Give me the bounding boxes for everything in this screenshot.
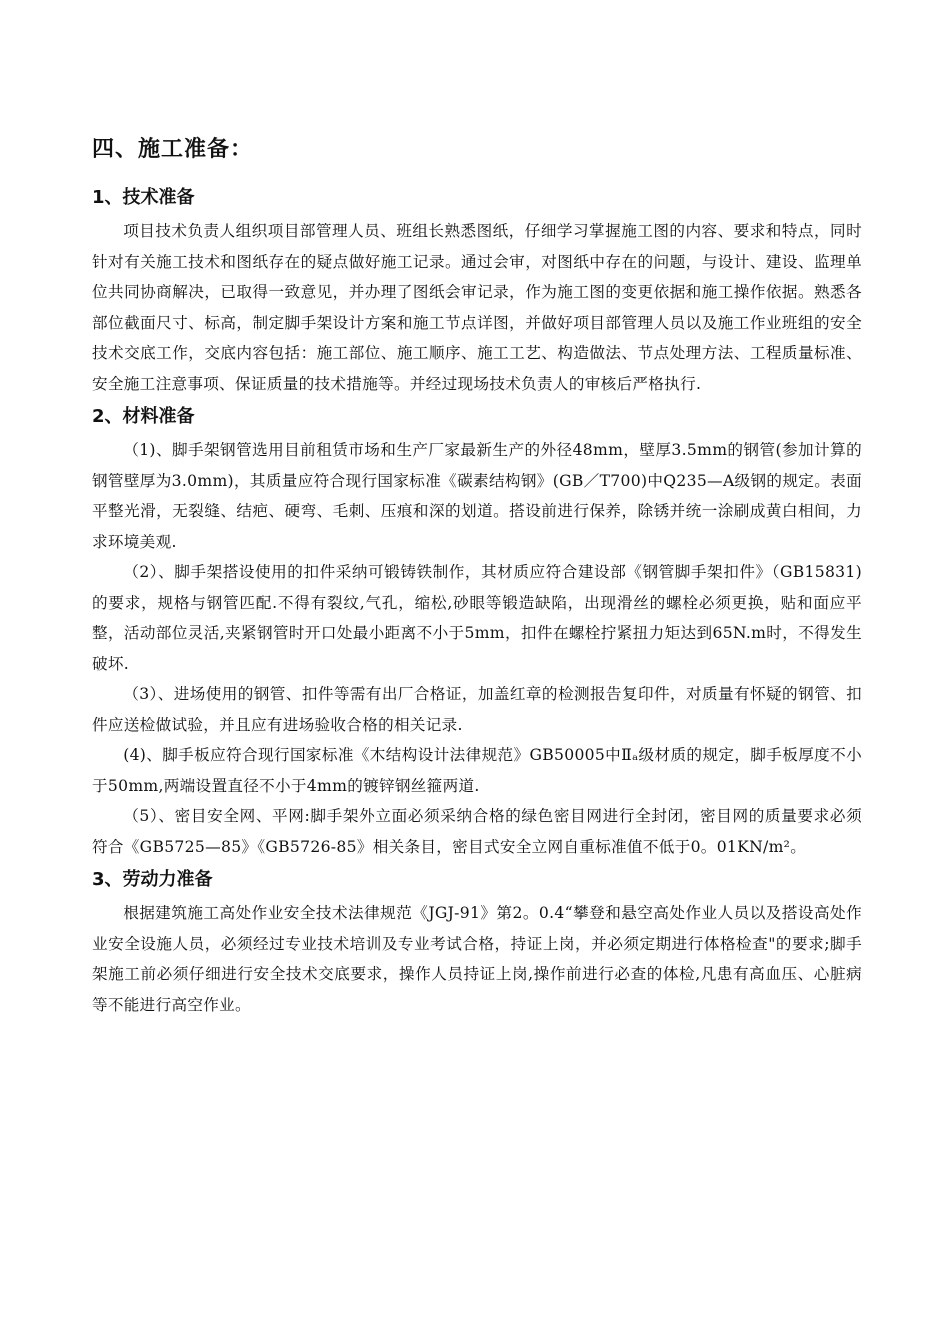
- material-item-5: （5）、密目安全网、平网:脚手架外立面必须采纳合格的绿色密目网进行全封闭，密目网的质量要求必须符合《GB5725—85》《GB5726-85》相关条目，密目式安全立网自重标准值不低于0。01KN/m²。: [92, 807, 862, 856]
- material-item-4: (4)、脚手板应符合现行国家标准《木结构设计法律规范》GB50005中Ⅱₐ级材质的规定，脚手板厚度不小于50mm,两端设置直径不小于4mm的镀锌钢丝箍两道.: [92, 746, 862, 795]
- labor-prep-paragraph: 根据建筑施工高处作业安全技术法律规范《JGJ-91》第2。0.4“攀登和悬空高处作业人员以及搭设高处作业安全设施人员，必须经过专业技术培训及专业考试合格，持证上岗，并必须定期进行体格检查"的要求;脚手架施工前必须仔细进行安全技术交底要求，操作人员持证上岗,操作前进行必查的体检,凡患有高血压、心脏病等不能进行高空作业。: [92, 904, 862, 1014]
- material-item-2: （2）、脚手架搭设使用的扣件采纳可锻铸铁制作，其材质应符合建设部《钢管脚手架扣件》（GB15831)的要求，规格与钢管匹配.不得有裂纹,气孔，缩松,砂眼等锻造缺陷，出现滑丝的螺栓必须更换，贴和面应平整，活动部位灵活,夹紧钢管时开口处最小距离不小于5mm，扣件在螺栓拧紧扭力矩达到65N.m时，不得发生破坏.: [92, 563, 862, 673]
- tech-prep-heading: 1、技术准备: [92, 187, 195, 208]
- section-title: 四、施工准备：: [92, 137, 254, 162]
- material-item-1: （1)、脚手架钢管选用目前租赁市场和生产厂家最新生产的外径48mm，壁厚3.5mm的钢管(参加计算的钢管壁厚为3.0mm)，其质量应符合现行国家标准《碳素结构钢》(GB／T700)中Q235—A级钢的规定。表面平整光滑，无裂缝、结疤、硬弯、毛刺、压痕和深的划道。搭设前进行保养，除锈并统一涂刷成黄白相间，力求环境美观.: [92, 441, 862, 551]
- tech-prep-paragraph: 项目技术负责人组织项目部管理人员、班组长熟悉图纸，仔细学习掌握施工图的内容、要求和特点，同时针对有关施工技术和图纸存在的疑点做好施工记录。通过会审，对图纸中存在的问题，与设计、建设、监理单位共同协商解决，已取得一致意见，并办理了图纸会审记录，作为施工图的变更依据和施工操作依据。熟悉各部位截面尺寸、标高，制定脚手架设计方案和施工节点详图，并做好项目部管理人员以及施工作业班组的安全技术交底工作，交底内容包括：施工部位、施工顺序、施工工艺、构造做法、节点处理方法、工程质量标准、安全施工注意事项、保证质量的技术措施等。并经过现场技术负责人的审核后严格执行.: [92, 222, 862, 393]
- document-content: [92, 128, 862, 1020]
- material-prep-heading: 2、材料准备: [92, 406, 195, 427]
- labor-prep-heading: 3、劳动力准备: [92, 869, 213, 890]
- material-item-3: （3）、进场使用的钢管、扣件等需有出厂合格证，加盖红章的检测报告复印件，对质量有怀疑的钢管、扣件应送检做试验，并且应有进场验收合格的相关记录.: [92, 685, 862, 734]
